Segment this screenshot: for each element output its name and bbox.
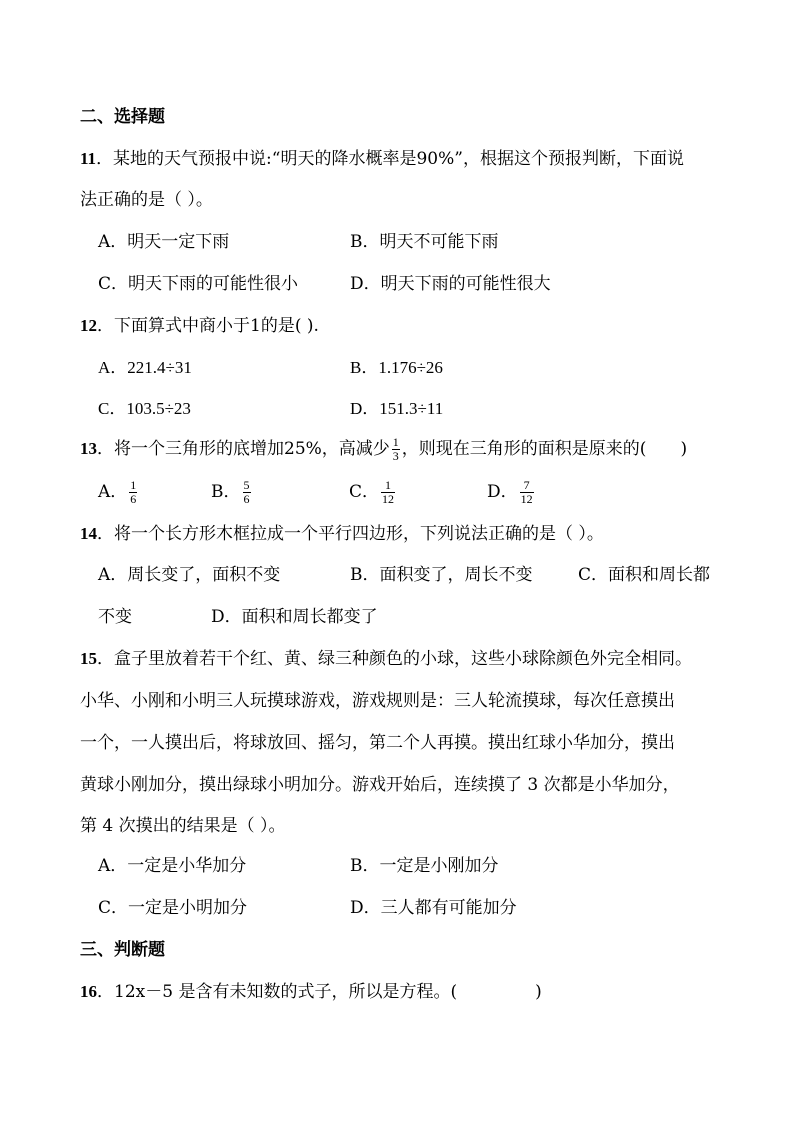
- q11-option-a[interactable]: A．明天一定下雨: [98, 232, 230, 252]
- fraction-seven-twelfths: [520, 479, 534, 506]
- q15-option-d[interactable]: D．三人都有可能加分: [350, 898, 517, 918]
- question-number: 12: [80, 316, 97, 335]
- q14-option-a[interactable]: A．周长变了，面积不变: [98, 565, 281, 585]
- q13-option-c[interactable]: [349, 478, 397, 506]
- question-text: ．将一个三角形的底增加25%，高减少: [97, 439, 390, 459]
- question-text-post: ，则现在三角形的面积是原来的(: [401, 439, 647, 459]
- q14-option-c-cont[interactable]: 不变: [98, 607, 132, 627]
- q14-option-b[interactable]: B．面积变了，周长不变: [350, 565, 533, 585]
- question-15-line-2: 小华、小刚和小明三人玩摸球游戏，游戏规则是：三人轮流摸球，每次任意摸出: [80, 691, 675, 711]
- question-12: [80, 315, 319, 337]
- q13-option-d[interactable]: [487, 478, 536, 506]
- q14-option-c[interactable]: C．面积和周长都: [578, 565, 711, 585]
- question-number: 14: [80, 524, 97, 543]
- fraction-five-sixths: [243, 479, 251, 506]
- q11-option-c[interactable]: C．明天下雨的可能性很小: [98, 274, 299, 294]
- q15-option-c[interactable]: C．一定是小明加分: [98, 898, 248, 918]
- question-11-cont: 法正确的是（ ）。: [80, 190, 213, 210]
- option-label: C．: [349, 482, 380, 502]
- question-15-line-3: 一个，一人摸出后，将球放回、摇匀，第二个人再摸。摸出红球小华加分，摸出: [80, 733, 675, 753]
- fraction-one-third: [392, 436, 400, 463]
- question-16: [80, 981, 542, 1003]
- question-text: ．下面算式中商小于1的是( ).: [97, 316, 319, 336]
- q14-option-d[interactable]: D．面积和周长都变了: [211, 607, 378, 627]
- section-heading-judgement: 三、判断题: [80, 940, 165, 960]
- question-15: [80, 648, 692, 670]
- option-label: B．: [211, 482, 241, 502]
- question-15-line-5: 第 4 次摸出的结果是（ ）。: [80, 816, 286, 836]
- q12-option-d[interactable]: D．151.3÷11: [350, 399, 444, 418]
- option-label: D．: [487, 482, 518, 502]
- q11-option-b[interactable]: B．明天不可能下雨: [350, 232, 499, 252]
- q13-option-a[interactable]: [98, 478, 139, 506]
- q12-option-b[interactable]: B．1.176÷26: [350, 358, 443, 377]
- fraction-denominator: 12: [520, 492, 533, 506]
- fraction-one-sixth: [129, 479, 137, 506]
- question-15-line-4: 黄球小刚加分，摸出绿球小明加分。游戏开始后，连续摸了 3 次都是小华加分，: [80, 775, 680, 795]
- question-text-close: ): [680, 439, 688, 459]
- fraction-denominator: 12: [382, 492, 395, 506]
- fraction-numerator: 1: [381, 479, 395, 493]
- fraction-one-twelfth: [381, 479, 395, 506]
- question-number: 15: [80, 649, 97, 668]
- fraction-denominator: 6: [130, 492, 137, 506]
- q11-option-d[interactable]: D．明天下雨的可能性很大: [350, 274, 551, 294]
- q12-option-a[interactable]: A．221.4÷31: [98, 358, 192, 377]
- fraction-numerator: 1: [130, 478, 137, 492]
- fraction-denominator: 6: [243, 492, 250, 506]
- question-text: ．12x－5 是含有未知数的式子，所以是方程。(: [97, 982, 458, 1002]
- q12-option-c[interactable]: C．103.5÷23: [98, 399, 191, 418]
- fraction-denominator: 3: [392, 449, 399, 463]
- question-11: [80, 148, 684, 170]
- question-text: ．盒子里放着若干个红、黄、绿三种颜色的小球，这些小球除颜色外完全相同。: [97, 649, 692, 669]
- question-text-close: ): [535, 982, 542, 1002]
- section-heading-choice: 二、选择题: [80, 107, 165, 127]
- question-13: [80, 436, 687, 463]
- question-text: ．将一个长方形木框拉成一个平行四边形，下列说法正确的是（ ）。: [97, 524, 604, 544]
- question-text: ．某地的天气预报中说:“明天的降水概率是90%”，根据这个预报判断，下面说: [96, 149, 684, 169]
- fraction-numerator: 1: [392, 435, 399, 449]
- fraction-numerator: 5: [243, 478, 250, 492]
- option-label: A．: [98, 482, 128, 502]
- question-14: [80, 523, 604, 545]
- fraction-numerator: 7: [520, 479, 534, 493]
- q13-option-b[interactable]: [211, 478, 253, 506]
- question-number: 13: [80, 439, 97, 458]
- question-number: 16: [80, 982, 97, 1001]
- q15-option-a[interactable]: A．一定是小华加分: [98, 856, 247, 876]
- q15-option-b[interactable]: B．一定是小刚加分: [350, 856, 499, 876]
- question-number: 11: [80, 149, 97, 168]
